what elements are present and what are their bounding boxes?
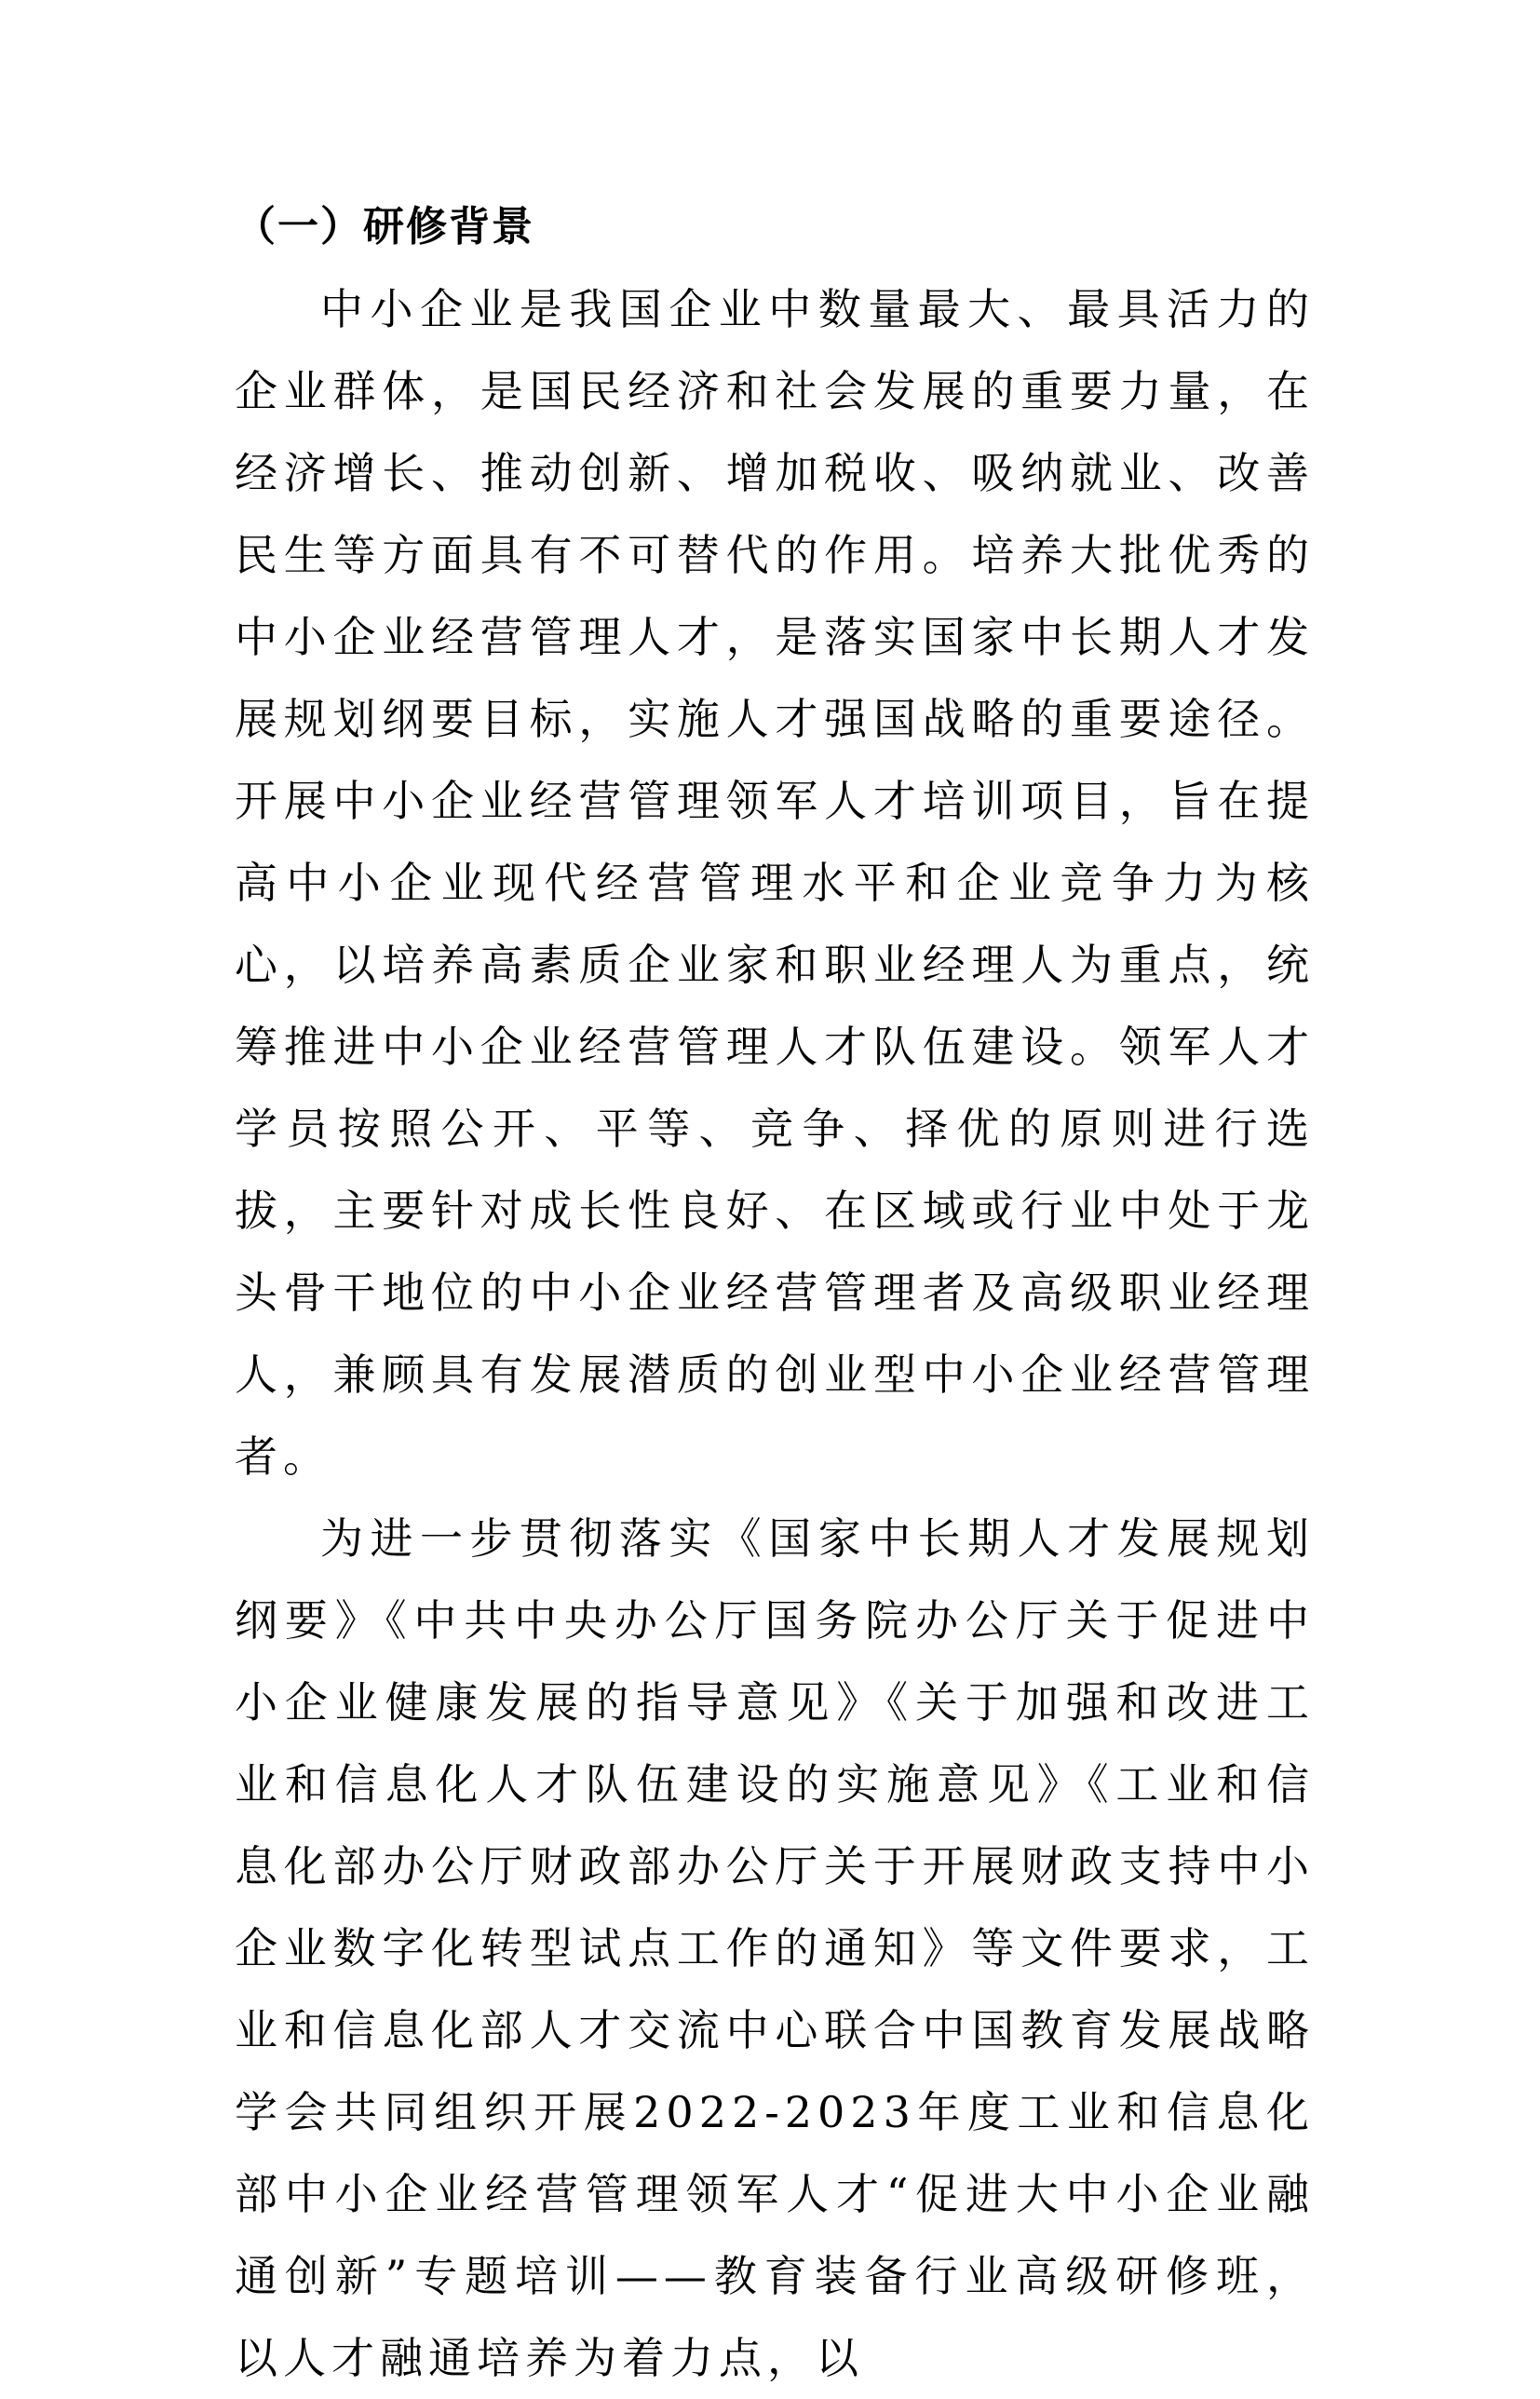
- paragraph-2: 为进一步贯彻落实《国家中长期人才发展规划纲要》《中共中央办公厅国务院办公厅关于促进中小企业健康发展的指导意见》《关于加强和改进工业和信息化人才队伍建设的实施意见》《工业和信息化部办公厅财政部办公厅关于开展财政支持中小企业数字化转型试点工作的通知》等文件要求，工业和信息化部人才交流中心联合中国教育发展战略学会共同组织开展2022-2023年度工业和信息化部中小企业经营管理领军人才“促进大中小企业融通创新”专题培训——教育装备行业高级研修班， 以人才融通培养为着力点，以: [235, 1513, 1315, 2383]
- paragraph-1: 中小企业是我国企业中数量最大、最具活力的企业群体，是国民经济和社会发展的重要力量，在经济增长、推动创新、增加税收、吸纳就业、改善民生等方面具有不可替代的作用。培养大批优秀的中小企业经营管理人才，是落实国家中长期人才发展规划纲要目标，实施人才强国战略的重要途径。开展中小企业经营管理领军人才培训项目，旨在提高中小企业现代经营管理水平和企业竞争力为核心，以培养高素质企业家和职业经理人为重点，统筹推进中小企业经营管理人才队伍建设。领军人才学员按照公开、平等、竞争、择优的原则进行选拔，主要针对成长性良好、在区域或行业中处于龙头骨干地位的中小企业经营管理者及高级职业经理人，兼顾具有发展潜质的创业型中小企业经营管理者。: [235, 284, 1315, 1482]
- page-content: [235, 186, 1315, 2399]
- section-heading: （一）研修背景: [235, 203, 534, 251]
